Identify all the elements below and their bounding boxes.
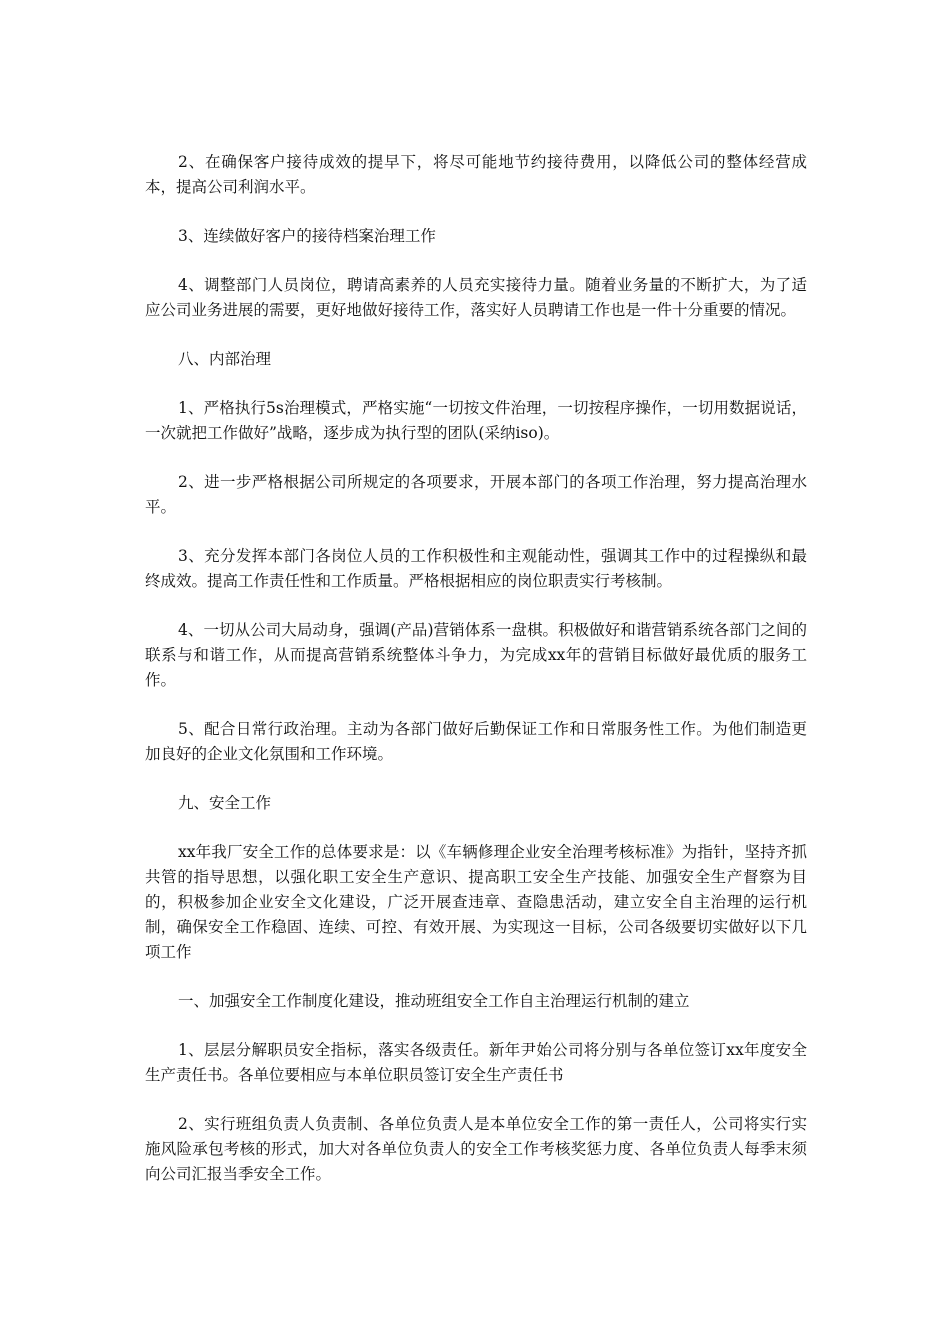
paragraph: 4、调整部门人员岗位，聘请高素养的人员充实接待力量。随着业务量的不断扩大，为了适应公司业务进展的需要，更好地做好接待工作，落实好人员聘请工作也是一件十分重要的情况。 (145, 276, 807, 319)
paragraph: 2、实行班组负责人负责制、各单位负责人是本单位安全工作的第一责任人，公司将实行实施风险承包考核的形式，加大对各单位负责人的安全工作考核奖惩力度、各单位负责人每季末须向公司汇报当季安全工作。 (145, 1115, 807, 1183)
paragraph: 3、连续做好客户的接待档案治理工作 (178, 227, 436, 245)
paragraph: xx年我厂安全工作的总体要求是：以《车辆修理企业安全治理考核标准》为指针，坚持齐抓共管的指导思想，以强化职工安全生产意识、提高职工安全生产技能、加强安全生产督察为目的，积极参加企业安全文化建设，广泛开展查违章、查隐患活动，建立安全自主治理的运行机制，确保安全工作稳固、连续、可控、有效开展、为实现这一目标，公司各级要切实做好以下几项工作 (145, 843, 807, 961)
section-heading: 一、加强安全工作制度化建设，推动班组安全工作自主治理运行机制的建立 (178, 992, 690, 1010)
paragraph: 3、充分发挥本部门各岗位人员的工作积极性和主观能动性，强调其工作中的过程操纵和最终成效。提高工作责任性和工作质量。严格根据相应的岗位职责实行考核制。 (145, 547, 807, 590)
section-heading: 八、内部治理 (178, 350, 272, 368)
paragraph: 5、配合日常行政治理。主动为各部门做好后勤保证工作和日常服务性工作。为他们制造更加良好的企业文化氛围和工作环境。 (145, 720, 807, 763)
paragraph: 1、层层分解职员安全指标，落实各级责任。新年尹始公司将分别与各单位签订xx年度安全生产责任书。各单位要相应与本单位职员签订安全生产责任书 (145, 1041, 807, 1084)
document-body (145, 150, 807, 1211)
paragraph: 2、进一步严格根据公司所规定的各项要求，开展本部门的各项工作治理，努力提高治理水平。 (145, 473, 807, 516)
paragraph: 4、一切从公司大局动身，强调(产品)营销体系一盘棋。积极做好和谐营销系统各部门之间的联系与和谐工作，从而提高营销系统整体斗争力，为完成xx年的营销目标做好最优质的服务工作。 (145, 621, 807, 689)
paragraph: 2、在确保客户接待成效的提早下，将尽可能地节约接待费用，以降低公司的整体经营成本，提高公司利润水平。 (145, 153, 807, 196)
paragraph: 1、严格执行5s治理模式，严格实施“一切按文件治理，一切按程序操作，一切用数据说话，一次就把工作做好”战略，逐步成为执行型的团队(采纳iso)。 (145, 399, 807, 442)
section-heading: 九、安全工作 (178, 794, 272, 812)
